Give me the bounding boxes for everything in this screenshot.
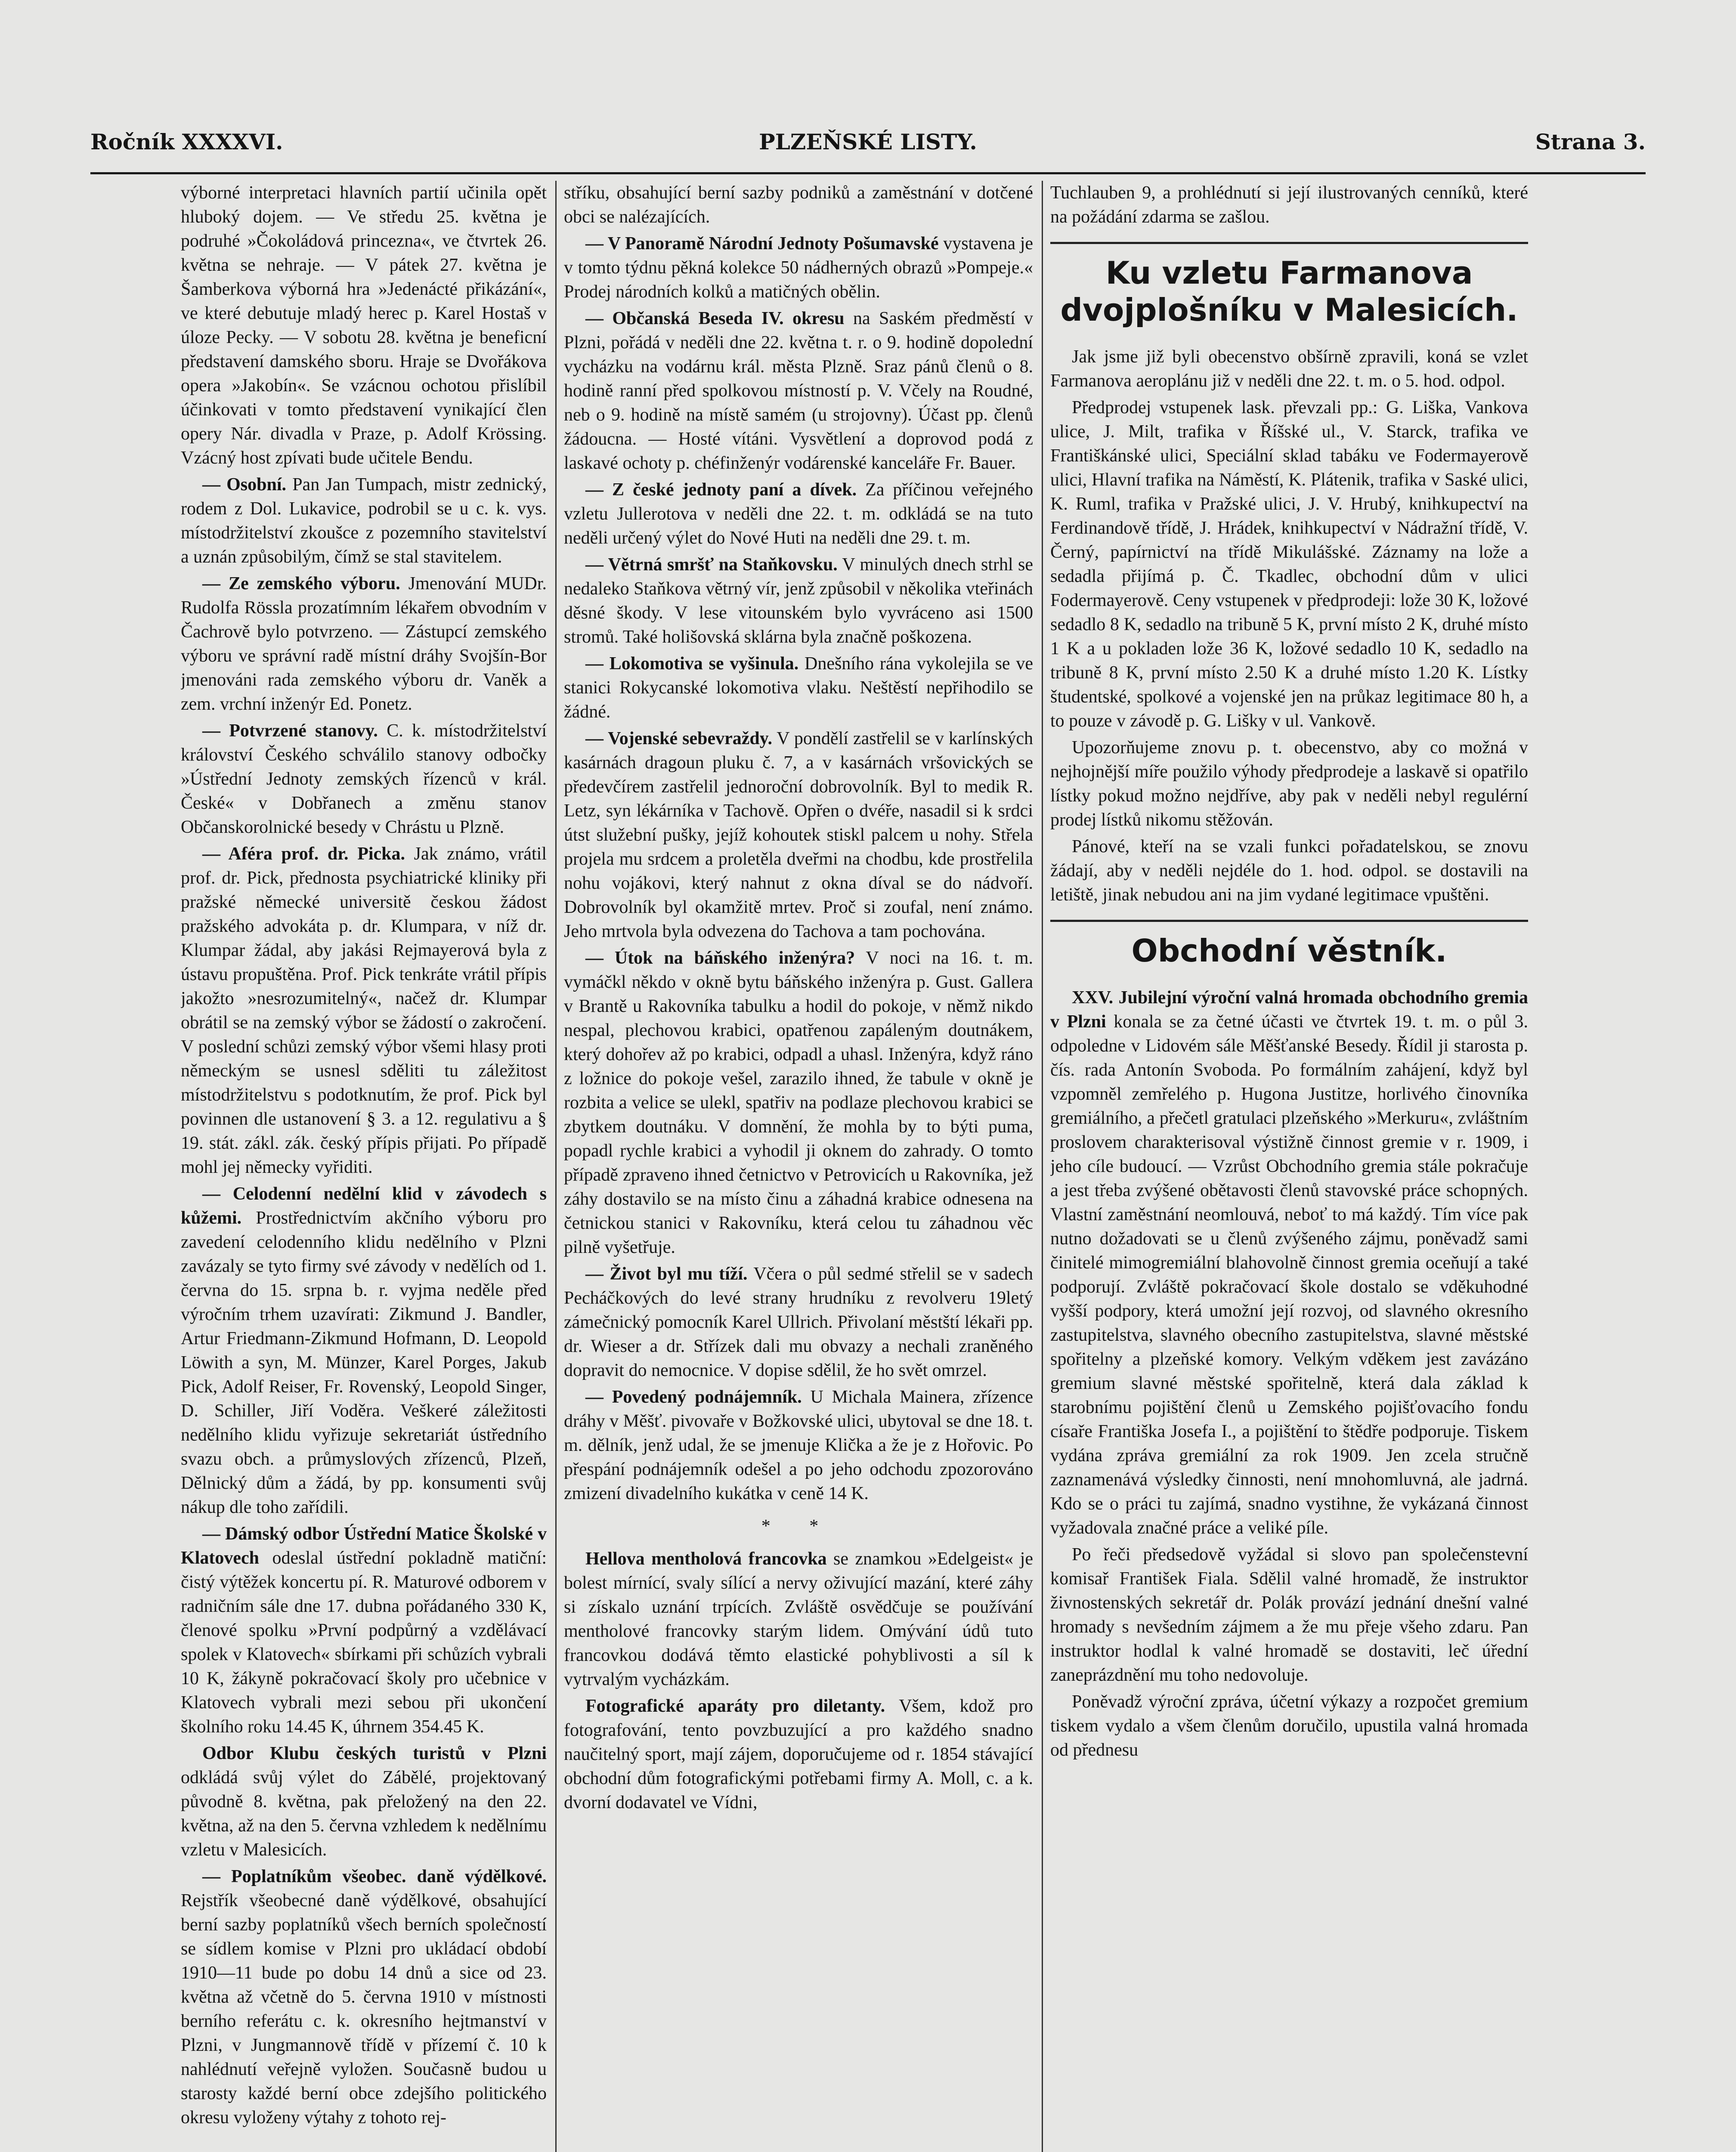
article-damsky-odbor <box>181 1522 547 1739</box>
article-text: na Saském předměstí v Plzni, pořádá v neděli dne 22. května t. r. o 9. hodině dopolední vycházku na vodárnu král. města Plzně. Sraz pánů členů o 8. hodině ranní před spolkovou místností p. V. Včely na Roudné, neb o 9. hodině na místě samém (u strojovny). Účast pp. členů žádoucna. — Hosté vítáni. Vysvětlení a doprovod podá z laskavé ochoty p. chéfinženýr vodárenské kanceláře Fr. Bauer. <box>564 309 1033 473</box>
article-heading: — Vojenské sebevraždy. <box>585 729 772 748</box>
article-text: Dnešního rána vykolejila se ve stanici Rokycanské lokomotiva vlaku. Neštěstí nepřihodilo se žádné. <box>564 654 1033 722</box>
article-lokomotiva <box>564 652 1033 724</box>
article-text: Všem, kdož pro fotografování, tento povzbuzující a pro každého snadno naučitelný sport, mají zájem, doporučujeme od r. 1854 stávající obchodní dům fotografickými potřebami firmy A. Moll, c. a k. dvorní dodavatel ve Vídni, <box>564 1696 1033 1812</box>
article-panorama <box>564 232 1033 304</box>
article-text: C. k. místodržitelství království Českého schválilo stanovy odbočky »Ústřední Jednoty zemských řízenců v král. České« v Dobřanech a změnu stanov Občanskorolnické besedy v Chrástu u Plzně. <box>181 721 547 837</box>
section-title-vzlet: Ku vzletu Farmanova dvojplošníku v Malesicích. <box>1050 242 1528 332</box>
article-paragraph: Upozorňujeme znovu p. t. obecenstvo, aby co možná v nejhojnější míře použilo výhody předprodeje a laskavě si opatřilo lístky pokud možno nejdříve, aby pak v neděli nebyl regulérní prodej lístků nikomu stěžován. <box>1050 738 1528 830</box>
advert-hellova <box>564 1547 1033 1691</box>
masthead-title: PLZEŇSKÉ LISTY. <box>759 129 977 155</box>
article-text: odkládá svůj výlet do Zábělé, projektovaný původně 8. května, pak přeložený na den 22. května, až na den 5. června vzhledem k nedělnímu vzletu v Malesicích. <box>181 1768 547 1860</box>
article-heading: — V Panoramě Národní Jednoty Pošumavské <box>585 234 939 254</box>
section-separator: * * <box>761 1516 836 1536</box>
article-poplatnikum <box>181 1864 547 2130</box>
article-continuation: Tuchlauben 9, a prohlédnutí si její ilustrovaných cenníků, které na požádání zdarma se zašlou. <box>1050 183 1528 227</box>
article-paragraph: Pánové, kteří na se vzali funkci pořadatelskou, se znovu žádají, aby v neděli nejdéle do 1. hod. odpol. se dostavili na letiště, jinak nebudou ani na jim vydané legitimace vpuštěni. <box>1050 837 1528 905</box>
article-paragraph: Jak jsme již byli obecenstvo obšírně zpravili, koná se vzlet Farmanova aeroplánu již v neděli dne 22. t. m. o 5. hod. odpol. <box>1050 347 1528 391</box>
article-heading: XXV. Jubilejní výroční valná hromada obchodního gremia v Plzni <box>1050 988 1528 1032</box>
article-gremium <box>1050 986 1528 1540</box>
article-text: Jak známo, vrátil prof. dr. Pick, přednosta psychiatrické kliniky při pražské německé universitě českou žádost pražského advokáta p. dr. Klumpara, v níž dr. Klumpar žádal, aby jakási Rejmayerová byla z ústavu propuštěna. Prof. Pick tenkráte vrátil přípis jakožto »nesrozumitelný«, načež dr. Klumpar obrátil se na zemský výbor se žádostí o zakročení. V poslední schůzi zemský výbor všemi hlasy proti německým se usnesl sděliti tu záležitost místodržitelstvu s podotknutím, že prof. Pick byl povinnen dle ustanovení § 3. a 12. regulativu a § 19. stát. zákl. zák. český přípis přijati. Po případě mohl jej německy vyřiditi. <box>181 844 547 1177</box>
article-heading: — Útok na báňského inženýra? <box>585 948 855 968</box>
article-paragraph: Poněvadž výroční zpráva, účetní výkazy a rozpočet gremium tiskem vydalo a všem členům doručilo, upustila valná hromada od přednesu <box>1050 1692 1528 1760</box>
article-heading: — Poplatníkům všeobec. daně výdělkové. <box>202 1867 547 1886</box>
article-text: konala se za četné účasti ve čtvrtek 19. t. m. o půl 3. odpoledne v Lidovém sále Měšťanské Besedy. Řídil ji starosta p. čís. rada Antonín Svoboda. Po formálním zahájení, když byl vzpomněl zemřelého p. Hugona Justitze, horlivého činovníka gremiálního, a přečetl gratulaci plzeňského »Merkuru«, zvláštním proslovem charakterisoval výstižně činnost gremie v r. 1909, i jeho cíle budoucí. — Vzrůst Obchodního gremia stále pokračuje a jest třeba zvýšené obětavosti členů stavovské práce schopných. Vlastní zaměstnání neomlouvá, neboť to má každý. Tím více pak nutno dožadovati se u členů zvýšeného zájmu, poněvadž sami činitelé mimogremiální blahovolně činnost gremia oceňují a také podporují. Zvláště pokračovací škole dostalo se vděkuhodné vyšší podpory, která umožní její rozvoj, od slavného okresního zastupitelstva, slavného obecního zastupitelstva, slavné městské spořitelny a plzeňské komory. Velkým vděkem jest zavázáno gremium slavné městské spořitelně, která dala základ k starobnímu pojištění členů u Zemského pojišťovacího fondu císaře Františka Josefa I., a pojištění to štědře podporuje. Tiskem vydána zpráva gremiální za rok 1909. Jen zcela stručně zaznamenává výsledky činnosti, není mnohomluvná, ale jadrná. Kdo se o práci tu zajímá, snadno vystihne, že vykázaná činnost vyžadovala značné práce a veliké píle. <box>1050 1012 1528 1538</box>
article-heading: — Celodenní nedělní klid v závodech s kůžemi. <box>181 1184 547 1228</box>
article-text: se znamkou »Edelgeist« je bolest mírnící, svaly sílící a nervy oživující mazání, které záhy si získalo uznání trpících. Zvláště osvědčuje se používání mentholové francovky starým lidem. Omývání údů tuto francovkou dodává těmto elastické pohyblivosti a síl k vytrvalým vycházkám. <box>564 1549 1033 1689</box>
column-1 <box>181 181 547 2152</box>
article-text: odeslal ústřední pokladně matiční: čistý výtěžek koncertu pí. R. Maturové odborem v radničním sále dne 17. dubna pořádaného 330 K, členové spolku »První podpůrný a vzdělávací spolek v Klatovech« sbírkami při schůzích vybrali 10 K, žákyně pokračovací školy pro učebnice v Klatovech vybrali mezi sebou při ukončení školního roku 14.45 K, úhrnem 354.45 K. <box>181 1548 547 1737</box>
article-beseda <box>564 306 1033 475</box>
article-heading: Odbor Klubu českých turistů v Plzni <box>202 1744 547 1763</box>
page-number: Strana 3. <box>1535 129 1646 155</box>
article-text: Včera o půl sedmé střelil se v sadech Pecháčkových do levé strany hrudníku z revolveru 19letý zámečnický pomocník Karel Ullrich. Přivolaní městští lékaři pp. dr. Wieser a dr. Střízek dali mu obvazy a nechali zraněného dopravit do nemocnice. V dopise sdělil, že ho svět omrzel. <box>564 1264 1033 1380</box>
article-text: Pan Jan Tumpach, mistr zednický, rodem z Dol. Lukavice, podrobil se u c. k. vys. místodržitelství zkoušce z pozemního stavitelství a uznán způsobilým, čímž se stal stavitelem. <box>181 475 547 567</box>
column-2 <box>564 181 1033 2152</box>
article-zivot <box>564 1262 1033 1382</box>
article-vetrna-smrst <box>564 553 1033 649</box>
volume-label: Ročník XXXXVI. <box>90 129 283 155</box>
article-heading: — Dámský odbor Ústřední Matice Školské v Klatovech <box>181 1524 547 1568</box>
article-stanovy <box>181 719 547 839</box>
article-utok <box>564 946 1033 1259</box>
article-osobni <box>181 473 547 569</box>
article-heading: — Život byl mu tíží. <box>585 1264 748 1284</box>
article-heading: — Z české jednoty paní a dívek. <box>585 480 857 500</box>
article-jednota <box>564 478 1033 550</box>
article-heading: — Osobní. <box>202 475 287 495</box>
section-title-obchodni-vestnik: Obchodní věstník. <box>1050 920 1528 973</box>
article-text: U Michala Mainera, zřízence dráhy v Měšť. pivovaře v Božkovské ulici, ubytoval se dne 18. t. m. dělník, jenž udal, že se jmenuje Klička a že je z Hořovic. Po přespání podnájemník odešel a po jeho odchodu zpozorováno zmizení divadelního kukátka v ceně 14 K. <box>564 1387 1033 1503</box>
article-zemsky-vybor <box>181 572 547 716</box>
column-divider <box>1042 181 1043 2152</box>
article-paragraph: Předprodej vstupenek lask. převzali pp.: G. Liška, Vankova ulice, J. Milt, trafika v Říšské ul., V. Starck, trafika ve Františkánské ulici, Speciální sklad tabáku ve Fodermayerově ulici, Hlavní trafika na Náměstí, K. Plátenik, trafika v Saské ulici, K. Ruml, trafika v Pražské ulici, J. V. Hrubý, knihkupectví na Ferdinandově třídě, J. Hrádek, knihkupectví v Nádražní třídě, V. Černý, papírnictví na třídě Mikulášské. Záznamy na lože a sedadla přijímá p. Č. Tkadlec, obchodní dům v ulici Fodermayerově. Ceny vstupenek v předprodeji: lože 30 K, ložové sedadlo 8 K, sedadlo na tribuně 5 K, první místo 2 K, druhé místo 1 K a u pokladen lože 36 K, ložové sedadlo 10 K, sedadlo na tribuně 8 K, první místo 2.50 K a druhé místo 1.20 K. Lístky študentské, spolkové a vojenské jen na průkaz legitimace 80 h, a to pouze v závodě p. G. Lišky v ul. Vankově. <box>1050 398 1528 731</box>
article-text: Jmenování MUDr. Rudolfa Rössla prozatímním lékařem obvodním v Čachrově bylo potvrzeno. — Zástupcí zemského výboru ve správní radě místní dráhy Svojšín-Bor jmenováni rada zemského výboru dr. Vaněk a zem. vrchní inženýr Ed. Ponetz. <box>181 574 547 714</box>
article-heading: — Ze zemského výboru. <box>202 574 400 594</box>
article-vojenske <box>564 727 1033 943</box>
article-heading: Hellova mentholová francovka <box>585 1549 827 1569</box>
article-heading: — Lokomotiva se vyšinula. <box>585 654 799 674</box>
article-text: Za příčinou veřejného vzletu Jullerotova v neděli dne 22. t. m. odkládá se na tuto neděli určený výlet do Nové Huti na neděli dne 29. t. m. <box>564 480 1033 548</box>
article-text: Rejstřík všeobecné daně výdělkové, obsahující berní sazby poplatníků všech berních společností se sídlem komise v Plzni pro ukládací období 1910—11 bude po dobu 14 dnů a sice od 23. května až včetně do 5. června 1910 v místnosti berního referátu c. k. okresního hejtmanství v Plzni, v Jungmannově třídě v přízemí č. 10 k nahlédnutí veřejně vyložen. Současně budou u starosty každé berní obce zdejšího politického okresu vyloženy výtahy z tohoto rej- <box>181 1891 547 2127</box>
article-continuation: výborné interpretaci hlavních partií učinila opět hluboký dojem. — Ve středu 25. května je podruhé »Čokoládová princezna«, ve čtvrtek 26. května se nehraje. — V pátek 27. května je Šamberkova výborná hra »Jedenácté přikázání«, ve které debutuje mladý herec p. Karel Hostaš v úloze Pecky. — V sobotu 28. května je beneficní představení damského sboru. Hraje se Dvořákova opera »Jakobín«. Se vzácnou ochotou přislíbil účinkovati v tomto představení vynikající člen opery Nár. divadla v Praze, p. Adolf Krössing. Vzácný host zpívati bude učitele Bendu. <box>181 183 547 468</box>
article-klub-turistu <box>181 1741 547 1862</box>
page-header <box>90 129 1646 168</box>
article-text: V minulých dnech strhl se nedaleko Staňkova větrný vír, jenž způsobil v několika vteřinách děsné škody. V lese vitounském bylo vyvráceno asi 1500 stromů. Také holišovská sklárna byla značně poškozena. <box>564 555 1033 647</box>
article-continuation: stříku, obsahující berní sazby podniků a zaměstnání v dotčené obci se nalézajících. <box>564 183 1033 227</box>
article-nedelni-klid <box>181 1182 547 1519</box>
article-text: vystavena je v tomto týdnu pěkná kolekce 50 nádherných obrazů »Pompeje.« Prodej národních kolků a matičných obělin. <box>564 234 1033 302</box>
header-rule <box>90 172 1646 174</box>
article-afera <box>181 842 547 1179</box>
article-text: Prostřednictvím akčního výboru pro zavedení celodenního klidu nedělního v Plzni zavázaly se tyto firmy své závody v nedělích od 1. června do 15. srpna b. r. vyjma neděle před výročním trhem uzavírati: Zikmund J. Bandler, Artur Friedmann-Zikmund Hofmann, D. Leopold Löwith a syn, M. Münzer, Karel Porges, Jakub Pick, Adolf Reiser, Fr. Rovenský, Leopold Singer, D. Schiller, Jiří Voděra. Veškeré záležitosti nedělního klidu vyřizuje sekretariát ústředního svazu obch. a průmyslových zřízenců, Plzeň, Dělnický dům a žádá, by pp. konsumenti svůj nákup dle toho zařídili. <box>181 1208 547 1517</box>
column-3 <box>1050 181 1528 2152</box>
column-divider <box>555 181 557 2152</box>
article-podnajemnik <box>564 1385 1033 1506</box>
article-text: V noci na 16. t. m. vymáčkl někdo v okně bytu báňského inženýra p. Gust. Gallera v Brantě u Rakovníka tabulku a hodil do pokoje, v němž nikdo nespal, plechovou krabici, opatřenou zapáleným doutnákem, který dohořev až po krabici, odpadl a uhasl. Inženýra, když ráno z ložnice do pokoje vešel, zarazilo ihned, že tabule v okně je rozbita a velice se ulekl, spatřiv na podlaze plechovou krabici se zbytkem doutnáku. V domnění, že mohla by to býti puma, popadl rychle krabici a vyhodil ji oknem do zahrady. O tomto případě zpraveno ihned četnictvo v Petrovicích u Rakovníka, jež záhy dostavilo se na místo činu a záhadná krabice odnesena na četnickou stanici v Rakovníku, která celou tu záhadnou věc pilně vyšetřuje. <box>564 948 1033 1257</box>
article-paragraph: Po řeči předsedově vyžádal si slovo pan společenstevní komisař František Fiala. Sdělil valné hromadě, že instruktor živnostenských sekretář dr. Polák provází jednání dnešní valné hromady s nevšedním zájmem a že mu přeje všeho zdaru. Pan instruktor hodlal k valné hromadě se dostaviti, leč úřední zaneprázdnění mu toho nedovoluje. <box>1050 1545 1528 1685</box>
article-heading: — Větrná smršť na Staňkovsku. <box>585 555 838 575</box>
article-heading: — Potvrzené stanovy. <box>202 721 378 741</box>
article-heading: — Občanská Beseda IV. okresu <box>585 309 845 328</box>
article-heading: — Aféra prof. dr. Picka. <box>202 844 405 864</box>
article-heading: — Povedený podnájemník. <box>585 1387 802 1407</box>
article-heading: Fotografické aparáty pro diletanty. <box>585 1696 885 1716</box>
article-text: V pondělí zastřelil se v karlínských kasárnách dragoun pluku č. 7, a v kasárnách vršovických se předevčírem zastřelil jednoroční dobrovolník. Byl to medik R. Letz, syn lékárníka v Tachově. Opřen o dvéře, nasadil si k srdci útst služební pušky, jejíž kohoutek stiskl palcem u nohy. Střela projela mu srdcem a proletěla dveřmi na chodbu, kde prostřelila nohu vojákovi, který nahnut z okna díval se do nádvoří. Dobrovolník byl okamžitě mrtev. Proč si zoufal, není známo. Jeho mrtvola byla odvezena do Tachova a tam pochována. <box>564 729 1033 941</box>
advert-foto <box>564 1694 1033 1815</box>
